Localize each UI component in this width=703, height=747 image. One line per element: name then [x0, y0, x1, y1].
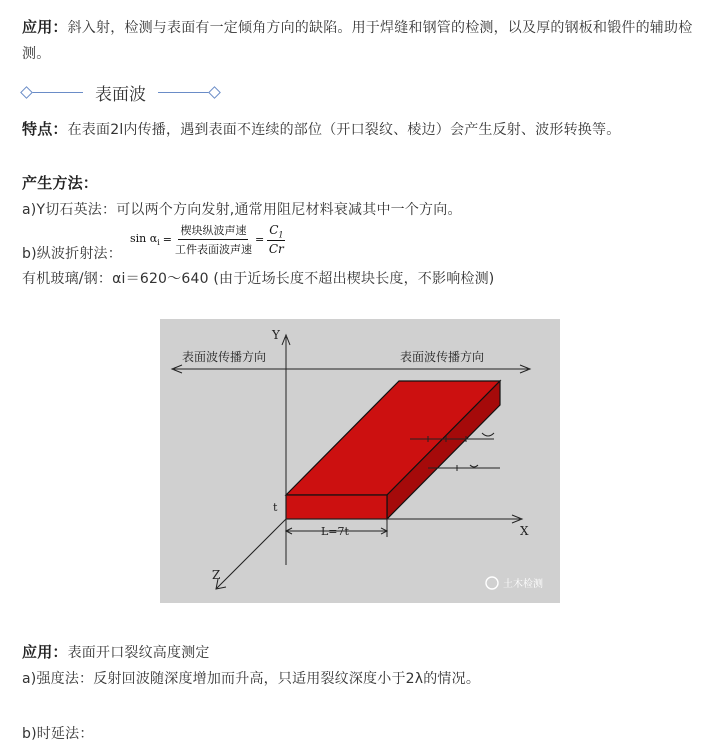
features-text: 在表面2l内传播，遇到表面不连续的部位（开口裂纹、棱边）会产生反射、波形转换等。	[67, 122, 621, 138]
left-direction-label: 表面波传播方向	[182, 350, 267, 364]
right-divider-line	[158, 92, 210, 93]
x-axis-label: X	[520, 524, 529, 538]
formula-denominator-2: Cr	[268, 242, 284, 257]
formula-numerator-2: $C_1$	[269, 222, 284, 240]
thickness-label: t	[273, 501, 278, 514]
section-divider	[22, 80, 219, 104]
application-paragraph	[22, 639, 695, 666]
formula-numerator: 楔块纵波声速	[178, 222, 248, 240]
refraction-formula	[130, 222, 288, 257]
formula-fraction	[175, 222, 252, 257]
application-a: a)强度法：反射回波随深度增加而升高，只适用裂纹深度小于2λ的情况。	[22, 671, 481, 687]
formula-lhs: $\sin \alpha_i$	[130, 231, 160, 248]
features-label: 特点：	[22, 120, 68, 138]
right-diamond-icon	[208, 86, 221, 99]
z-axis-line	[216, 519, 286, 589]
z-axis-label: Z	[212, 568, 221, 582]
methods-heading: 产生方法：	[22, 174, 99, 192]
right-direction-label: 表面波传播方向	[400, 350, 485, 364]
formula-eq2: =	[254, 233, 265, 246]
watermark-text: 土木检测	[503, 579, 543, 590]
formula-eq: =	[162, 233, 172, 246]
block-front-face	[286, 495, 387, 519]
y-axis-label: Y	[272, 328, 280, 342]
left-diamond-icon	[20, 86, 33, 99]
intro-text: 斜入射，检测与表面有一定倾角方向的缺陷。用于焊缝和钢管的检测，以及厚的钢板和锻件的辅助检测。	[22, 20, 693, 62]
section-title: 表面波	[95, 84, 146, 105]
method-a: a)Y切石英法：可以两个方向发射,通常用阻尼材料衰减其中一个方向。	[22, 202, 462, 218]
watermark-icon	[486, 577, 498, 589]
formula-denominator: 工件表面波声速	[174, 243, 252, 256]
left-divider-line	[31, 92, 83, 93]
formula-fraction-2	[267, 223, 285, 256]
length-label: L=7t	[321, 525, 349, 538]
method-b: b)纵波折射法：	[22, 246, 122, 262]
figure-svg	[160, 319, 560, 603]
application-b: b)时延法：	[22, 726, 94, 742]
intro-label: 应用：	[22, 18, 68, 36]
intro-paragraph	[22, 14, 695, 67]
application-label: 应用：	[22, 643, 68, 661]
application-text: 表面开口裂纹高度测定	[67, 645, 210, 661]
method-note: 有机玻璃/钢：αi＝620～640 (由于近场长度不超出楔块长度，不影响检测)	[22, 271, 495, 287]
surface-wave-figure	[160, 319, 560, 603]
features-paragraph	[22, 116, 695, 143]
